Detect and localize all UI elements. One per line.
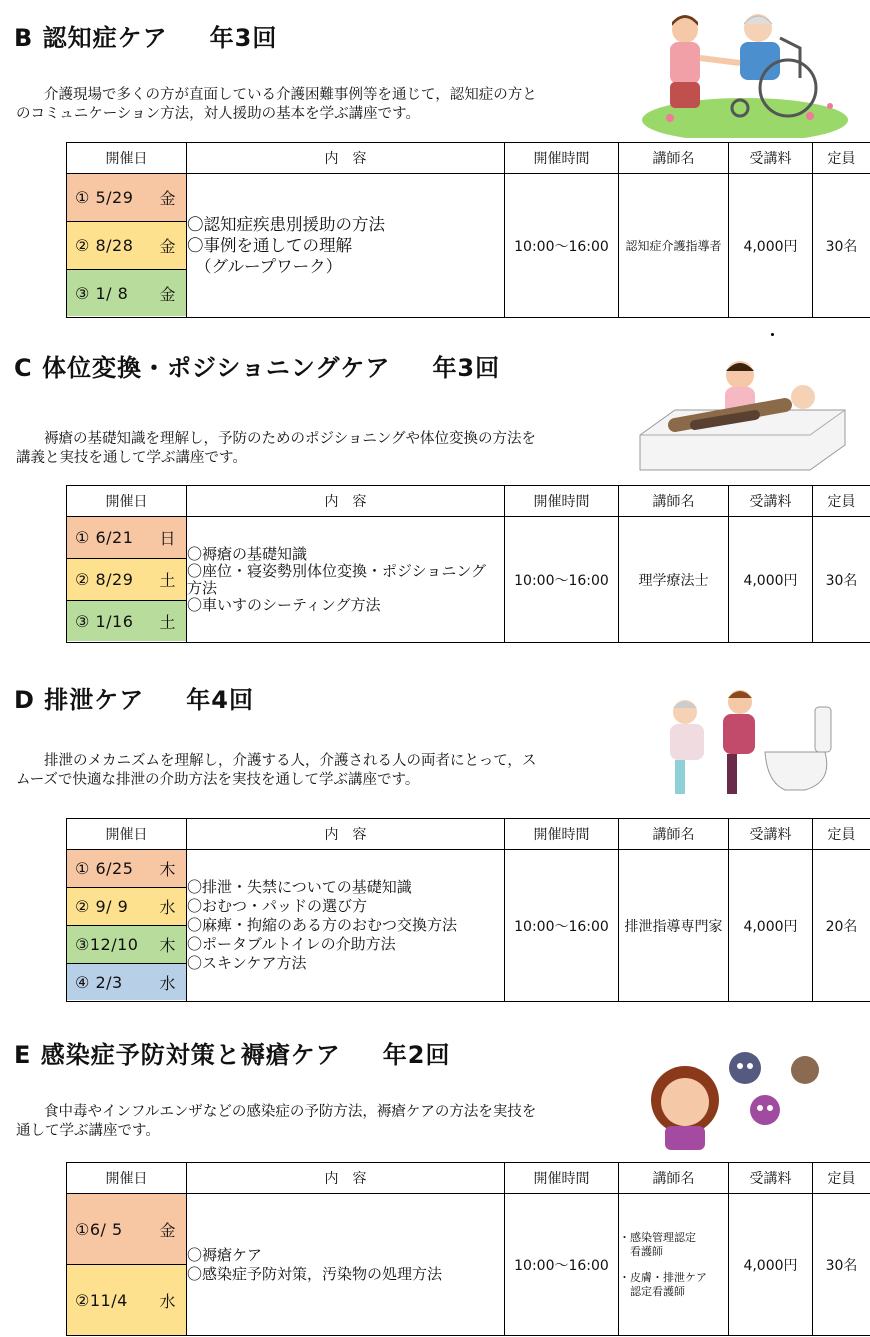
description-line: 講義と実技を通して学ぶ講座です。 <box>16 450 247 466</box>
header-lecturer: 講師名 <box>619 819 729 850</box>
section-frequency: 年2回 <box>382 1041 451 1069</box>
toilet-assistance-illustration <box>655 682 845 802</box>
lecturer-cell: 理学療法士 <box>619 517 729 643</box>
lecturer-line: ・皮膚・排泄ケア <box>619 1270 707 1284</box>
lecturer-line: 看護師 <box>619 1244 663 1258</box>
date-list <box>67 850 187 1002</box>
schedule-table <box>66 485 870 643</box>
date-list <box>67 1194 187 1336</box>
date-cell: ① 6/21 日 <box>67 517 186 559</box>
content-item: 〇座位・寝姿勢別体位変換・ポジショニング <box>187 561 487 580</box>
date-cell: ① 5/29 金 <box>67 174 186 222</box>
fee-cell: 4,000円 <box>729 517 813 643</box>
lecturer-cell: 排泄指導専門家 <box>619 850 729 1002</box>
table-header-row <box>67 1163 870 1194</box>
content-item: （グループワーク） <box>195 257 343 276</box>
content-item: 〇車いすのシーティング方法 <box>187 595 381 614</box>
table-header-row <box>67 819 870 850</box>
fee-cell: 4,000円 <box>729 1194 813 1336</box>
header-fee: 受講料 <box>729 1163 813 1194</box>
time-cell: 10:00～16:00 <box>505 174 619 318</box>
table-row <box>67 174 870 318</box>
table-header-row <box>67 143 870 174</box>
section-frequency: 年3回 <box>209 24 278 52</box>
description-line: 排泄のメカニズムを理解し，介護する人，介護される人の両者にとって，ス <box>44 753 537 769</box>
section-heading <box>14 348 500 383</box>
section-code: D <box>14 686 35 714</box>
schedule-table <box>66 818 870 1002</box>
description-line: 褥瘡の基礎知識を理解し，予防のためのポジショニングや体位変換の方法を <box>44 431 537 447</box>
content-item: 〇麻痺・拘縮のある方のおむつ交換方法 <box>187 916 458 934</box>
section-description <box>16 752 624 790</box>
schedule-table <box>66 142 870 318</box>
lecturer-cell: 認知症介護指導者 <box>619 174 729 318</box>
date-cell: ②11/4 水 <box>67 1265 186 1335</box>
description-line: ムーズで快適な排泄の介助方法を実技を通して学ぶ講座です。 <box>16 772 420 788</box>
content-item: 〇事例を通しての理解 <box>187 236 352 255</box>
stray-dot <box>771 333 774 336</box>
header-date: 開催日 <box>67 819 187 850</box>
content-item: 方法 <box>187 578 218 597</box>
table-row <box>67 850 870 1002</box>
date-cell: ② 9/ 9 水 <box>67 888 186 926</box>
section-description <box>16 430 624 468</box>
description-line: 介護現場で多くの方が直面している介護困難事例等を通じて，認知症の方と <box>44 87 537 103</box>
capacity-cell: 30名 <box>813 174 870 318</box>
header-fee: 受講料 <box>729 819 813 850</box>
section-title: 排泄ケア <box>44 686 145 714</box>
time-cell: 10:00～16:00 <box>505 517 619 643</box>
header-lecturer: 講師名 <box>619 143 729 174</box>
section-title: 感染症予防対策と褥瘡ケア <box>40 1041 341 1069</box>
capacity-cell: 30名 <box>813 517 870 643</box>
lecturer-cell <box>619 1194 729 1336</box>
header-fee: 受講料 <box>729 486 813 517</box>
date-list <box>67 517 187 643</box>
header-time: 開催時間 <box>505 143 619 174</box>
section-code: E <box>14 1041 32 1069</box>
lecturer-line: 認定看護師 <box>619 1284 685 1298</box>
section-heading <box>14 1035 450 1070</box>
schedule-table <box>66 1162 870 1336</box>
date-cell: ①6/ 5 金 <box>67 1194 186 1265</box>
section-frequency: 年3回 <box>432 354 501 382</box>
table-row <box>67 1194 870 1336</box>
date-cell: ② 8/28 金 <box>67 222 186 270</box>
description-line: のコミュニケーション方法，対人援助の基本を学ぶ講座です。 <box>16 106 420 122</box>
content-item: 〇スキンケア方法 <box>187 954 307 972</box>
content-cell <box>187 517 505 643</box>
germs-worried-person-illustration <box>640 1040 840 1152</box>
header-lecturer: 講師名 <box>619 486 729 517</box>
content-item: 〇ポータブルトイレの介助方法 <box>187 935 396 953</box>
header-date: 開催日 <box>67 486 187 517</box>
section-description <box>16 1103 624 1141</box>
lecturer-line: ・感染管理認定 <box>619 1230 696 1244</box>
description-line: 食中毒やインフルエンザなどの感染症の予防方法，褥瘡ケアの方法を実技を <box>44 1104 537 1120</box>
date-cell: ③12/10 木 <box>67 926 186 964</box>
fee-cell: 4,000円 <box>729 174 813 318</box>
date-cell: ③ 1/ 8 金 <box>67 270 186 316</box>
header-capacity: 定員 <box>813 819 870 850</box>
header-time: 開催時間 <box>505 819 619 850</box>
header-capacity: 定員 <box>813 1163 870 1194</box>
content-cell <box>187 1194 505 1336</box>
capacity-cell: 30名 <box>813 1194 870 1336</box>
time-cell: 10:00～16:00 <box>505 850 619 1002</box>
section-title: 認知症ケア <box>42 24 168 52</box>
section-title: 体位変換・ポジショニングケア <box>41 354 391 382</box>
date-cell: ① 6/25 木 <box>67 850 186 888</box>
table-row <box>67 517 870 643</box>
content-cell <box>187 174 505 318</box>
date-list <box>67 174 187 318</box>
time-cell: 10:00～16:00 <box>505 1194 619 1336</box>
content-item: 〇褥瘡の基礎知識 <box>187 544 308 563</box>
header-content: 内 容 <box>187 819 505 850</box>
content-item: 〇認知症疾患別援助の方法 <box>187 215 385 234</box>
caregiver-wheelchair-illustration <box>640 8 850 138</box>
header-capacity: 定員 <box>813 486 870 517</box>
section-heading <box>14 680 254 715</box>
content-item: 〇おむつ・パッドの選び方 <box>187 897 368 915</box>
section-code: B <box>14 24 34 52</box>
section-description <box>16 86 624 124</box>
header-lecturer: 講師名 <box>619 1163 729 1194</box>
date-cell: ④ 2/3 水 <box>67 964 186 1000</box>
header-content: 内 容 <box>187 486 505 517</box>
fee-cell: 4,000円 <box>729 850 813 1002</box>
lecturer-spacer <box>619 1259 728 1271</box>
header-content: 内 容 <box>187 1163 505 1194</box>
capacity-cell: 20名 <box>813 850 870 1002</box>
content-item: 〇褥瘡ケア <box>187 1245 263 1264</box>
date-cell: ③ 1/16 土 <box>67 601 186 641</box>
content-cell <box>187 850 505 1002</box>
section-heading <box>14 18 277 53</box>
description-line: 通して学ぶ講座です。 <box>16 1123 160 1139</box>
content-item: 〇排泄・失禁についての基礎知識 <box>187 878 412 896</box>
header-content: 内 容 <box>187 143 505 174</box>
content-item: 〇感染症予防対策，汚染物の処理方法 <box>187 1264 443 1283</box>
positioning-care-illustration <box>635 355 850 475</box>
date-cell: ② 8/29 土 <box>67 559 186 601</box>
section-frequency: 年4回 <box>186 686 254 714</box>
header-date: 開催日 <box>67 1163 187 1194</box>
header-capacity: 定員 <box>813 143 870 174</box>
header-fee: 受講料 <box>729 143 813 174</box>
header-time: 開催時間 <box>505 486 619 517</box>
table-header-row <box>67 486 870 517</box>
header-time: 開催時間 <box>505 1163 619 1194</box>
section-code: C <box>14 354 33 382</box>
header-date: 開催日 <box>67 143 187 174</box>
